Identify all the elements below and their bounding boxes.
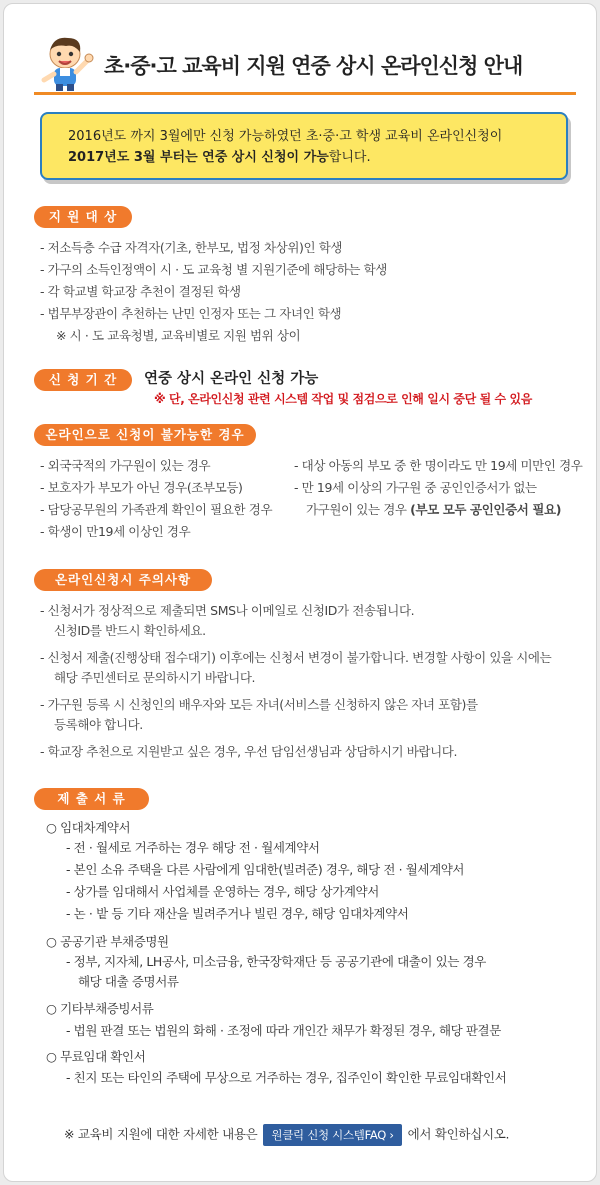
list-item-emphasis: (부모 모두 공인인증서 필요)	[410, 502, 562, 517]
section-tag-target: 지 원 대 상	[34, 206, 132, 228]
period-warning: ※ 단, 온라인신청 관련 시스템 작업 및 점검으로 인해 일시 중단 될 수 있음	[154, 392, 532, 406]
unavailable-right-list	[294, 456, 584, 526]
cautions-list	[40, 601, 580, 761]
document-item: - 전 · 월세로 거주하는 경우 해당 전 · 월세계약서	[66, 840, 320, 855]
period-main: 연중 상시 온라인 신청 가능	[144, 371, 319, 387]
section-tag-unavailable: 온라인으로 신청이 불가능한 경우	[34, 424, 256, 446]
section-tag-cautions: 온라인신청시 주의사항	[34, 569, 212, 591]
footer-note	[64, 1124, 509, 1146]
student-cheering-icon	[38, 32, 96, 92]
list-item: - 법무부장관이 추천하는 난민 인정자 또는 그 자녀인 학생	[40, 306, 342, 321]
document-group-title: ○ 무료임대 확인서	[46, 1049, 146, 1064]
document-item: - 법원 판결 또는 법원의 화해 · 조정에 따라 개인간 채무가 확정된 경우, 해당 판결문	[66, 1023, 501, 1038]
notice-highlight: 2017년도 3월 부터는 연중 상시 신청이 가능	[68, 150, 329, 165]
document-item-continued: 해당 대출 증명서류	[78, 974, 179, 989]
list-item: - 학생이 만19세 이상인 경우	[40, 524, 191, 539]
document-item: - 친지 또는 타인의 주택에 무상으로 거주하는 경우, 집주인이 확인한 무료임대확인서	[66, 1070, 507, 1085]
list-item: - 신청서 제출(진행상태 접수대기) 이후에는 신청서 변경이 불가합니다. 변경할 사항이 있을 시에는	[40, 650, 552, 665]
document-item: - 본인 소유 주택을 다른 사람에게 임대한(빌려준) 경우, 해당 전 · 월세계약서	[66, 862, 465, 877]
list-item: - 대상 아동의 부모 중 한 명이라도 만 19세 미만인 경우	[294, 458, 583, 473]
page-frame	[3, 3, 597, 1182]
section-tag-period: 신 청 기 간	[34, 369, 132, 391]
notice-line-1: 2016년도 까지 3월에만 신청 가능하였던 초·중·고 학생 교육비 온라인신청이	[68, 129, 503, 144]
document-item: - 정부, 지자체, LH공사, 미소금융, 한국장학재단 등 공공기관에 대출이 있는 경우	[66, 954, 486, 969]
document-item: - 논 · 밭 등 기타 재산을 빌려주거나 빌린 경우, 해당 임대차계약서	[66, 906, 409, 921]
list-item: - 가구원 등록 시 신청인의 배우자와 모든 자녀(서비스를 신청하지 않은 자녀 포함)를	[40, 697, 478, 712]
list-item-continued: 신청ID를 반드시 확인하세요.	[54, 623, 206, 638]
document-group-title: ○ 임대차계약서	[46, 820, 131, 835]
list-item: - 보호자가 부모가 아닌 경우(조부모등)	[40, 480, 243, 495]
list-item-text: 가구원이 있는 경우	[306, 502, 411, 517]
footer-suffix: 에서 확인하십시오.	[407, 1126, 510, 1142]
document-group-title: ○ 공공기관 부채증명원	[46, 934, 169, 949]
list-item-continued: 해당 주민센터로 문의하시기 바랍니다.	[54, 670, 256, 685]
page-header	[34, 32, 576, 96]
list-item: - 학교장 추천으로 지원받고 싶은 경우, 우선 담임선생님과 상담하시기 바랍니다.	[40, 744, 458, 759]
section-tag-documents: 제 출 서 류	[34, 788, 149, 810]
notice-line-2	[68, 147, 566, 168]
document-group-title: ○ 기타부채증빙서류	[46, 1001, 154, 1016]
target-note: ※ 시 · 도 교육청별, 교육비별로 지원 범위 상이	[56, 328, 301, 343]
notice-line-2-rest: 합니다.	[328, 150, 371, 165]
page-title: 초·중·고 교육비 지원 연중 상시 온라인신청 안내	[104, 54, 523, 78]
document-item: - 상가를 임대해서 사업체를 운영하는 경우, 해당 상가계약서	[66, 884, 379, 899]
list-item: - 가구의 소득인정액이 시 · 도 교육청 별 지원기준에 해당하는 학생	[40, 262, 387, 277]
list-item: - 외국국적의 가구원이 있는 경우	[40, 458, 211, 473]
target-list	[40, 238, 560, 348]
list-item: - 담당공무원의 가족관계 확인이 필요한 경우	[40, 502, 273, 517]
footer-prefix: ※ 교육비 지원에 대한 자세한 내용은	[64, 1126, 258, 1142]
list-item: - 저소득층 수급 자격자(기초, 한부모, 법정 차상위)인 학생	[40, 240, 343, 255]
list-item-continued: 등록해야 합니다.	[54, 717, 143, 732]
faq-link-button[interactable]: 원클릭 신청 시스템FAQ ›	[263, 1124, 401, 1146]
title-divider	[34, 92, 576, 95]
list-item: - 만 19세 이상의 가구원 중 공인인증서가 없는	[294, 480, 537, 495]
unavailable-left-list	[40, 456, 290, 546]
list-item-continued	[306, 500, 561, 518]
notice-box	[40, 112, 568, 180]
list-item: - 각 학교별 학교장 추천이 결정된 학생	[40, 284, 241, 299]
list-item: - 신청서가 정상적으로 제출되면 SMS나 이메일로 신청ID가 전송됩니다.	[40, 603, 415, 618]
